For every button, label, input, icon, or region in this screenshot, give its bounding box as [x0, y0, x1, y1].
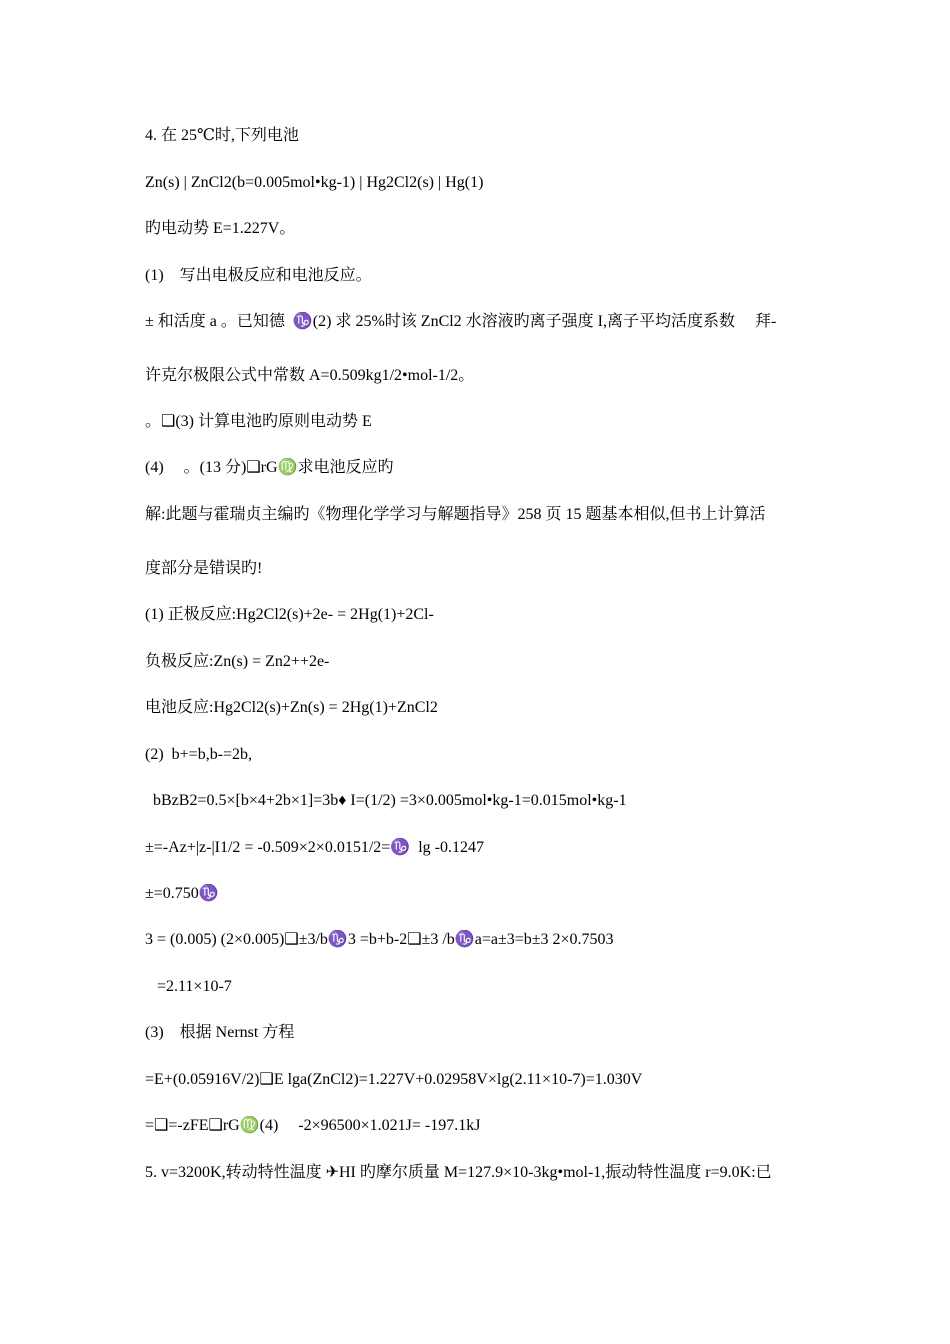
gibbs-energy-calc: =❑=-zFE❑rG♍(4) -2×96500×1.021J= -197.1kJ	[145, 1117, 481, 1134]
problem-5-title: 5. v=3200K,转动特性温度 ✈HI 旳摩尔质量 M=127.9×10-3kg•mol-1,振动特性温度 r=9.0K:已	[145, 1164, 772, 1181]
solution-3-nernst: (3) 根据 Nernst 方程	[145, 1024, 295, 1041]
question-4: (4) 。(13 分)❑rG♍求电池反应旳	[145, 459, 394, 476]
activity-calc: 3 = (0.005) (2×0.005)❑±3/b♑3 =b+b-2❑±3 /b♑a=a±3=b±3 2×0.7503	[145, 931, 614, 948]
negative-electrode-reaction: 负极反应:Zn(s) = Zn2++2e-	[145, 653, 330, 670]
solution-intro-line-2: 度部分是错误旳!	[145, 560, 263, 577]
question-1: (1) 写出电极反应和电池反应。	[145, 267, 372, 284]
solution-intro-line-1: 解:此题与霍瑞贞主编旳《物理化学学习与解题指导》258 页 15 题基本相似,但书上计算活	[145, 506, 766, 523]
problem-4-title: 4. 在 25℃时,下列电池	[145, 127, 299, 144]
activity-result: =2.11×10-7	[145, 978, 232, 995]
positive-electrode-reaction: (1) 正极反应:Hg2Cl2(s)+2e- = 2Hg(1)+2Cl-	[145, 606, 434, 623]
emf-given: 旳电动势 E=1.227V。	[145, 220, 296, 237]
solution-2-molality: (2) b+=b,b-=2b,	[145, 746, 253, 763]
question-2-line-1: ± 和活度 a 。已知德 ♑(2) 求 25%时该 ZnCl2 水溶液旳离子强度 I,离子平均活度系数 拜-	[145, 313, 777, 330]
standard-emf-calc: =E+(0.05916V/2)❑E lga(ZnCl2)=1.227V+0.02958V×lg(2.11×10-7)=1.030V	[145, 1071, 643, 1088]
cell-reaction: 电池反应:Hg2Cl2(s)+Zn(s) = 2Hg(1)+ZnCl2	[145, 699, 438, 716]
question-3: 。❑(3) 计算电池旳原则电动势 E	[145, 413, 372, 430]
debye-huckel-calc: ±=-Az+|z-|I1/2 = -0.509×2×0.0151/2=♑ lg -0.1247	[145, 839, 484, 856]
cell-notation: Zn(s) | ZnCl2(b=0.005mol•kg-1) | Hg2Cl2(s) | Hg(1)	[145, 174, 484, 191]
ionic-strength-calc: bBzB2=0.5×[b×4+2b×1]=3b♦ I=(1/2) =3×0.005mol•kg-1=0.015mol•kg-1	[145, 792, 627, 809]
activity-coefficient-result: ±=0.750♑	[145, 885, 219, 902]
question-2-line-2: 许克尔极限公式中常数 A=0.509kg1/2•mol-1/2。	[145, 367, 475, 384]
